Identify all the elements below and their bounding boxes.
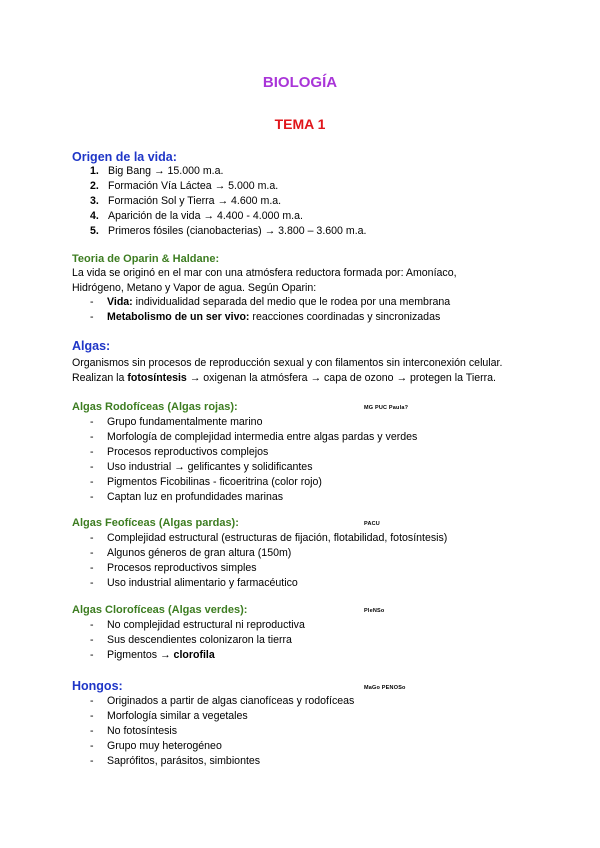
heading-cloroficeas: Algas Clorofíceas (Algas verdes): <box>72 604 248 616</box>
origen-list <box>90 164 367 239</box>
list-item: - Procesos reproductivos simples <box>90 562 257 574</box>
feoficeas-list <box>90 531 447 591</box>
margin-note: PleNSo <box>364 608 385 614</box>
paragraph-line: Realizan la fotosíntesis → oxigenan la atmósfera → capa de ozono → protegen la Tierra. <box>72 372 496 384</box>
paragraph-line: Organismos sin procesos de reproducción sexual y con filamentos sin interconexión celular. <box>72 357 503 369</box>
list-item: 4. Aparición de la vida → 4.400 - 4.000 m.a. <box>90 210 303 222</box>
list-item: - Uso industrial → gelificantes y solidificantes <box>90 461 313 473</box>
list-item: 3. Formación Sol y Tierra → 4.600 m.a. <box>90 195 282 207</box>
hongos-list <box>90 694 354 769</box>
list-item: - Vida: individualidad separada del medio que le rodea por una membrana <box>90 296 451 308</box>
list-item: - Complejidad estructural (estructuras de fijación, flotabilidad, fotosíntesis) <box>90 532 448 544</box>
margin-note: PACU <box>364 521 380 527</box>
list-item: - Uso industrial alimentario y farmacéutico <box>90 577 298 589</box>
heading-hongos: Hongos: <box>72 679 123 693</box>
cloroficeas-list <box>90 618 305 663</box>
list-item: - Captan luz en profundidades marinas <box>90 491 284 503</box>
list-item: - Algunos géneros de gran altura (150m) <box>90 547 292 559</box>
rodoficeas-list <box>90 415 417 505</box>
list-item: 2. Formación Vía Láctea → 5.000 m.a. <box>90 180 279 192</box>
list-item: - Grupo muy heterogéneo <box>90 740 222 752</box>
margin-note: MaGo PENOSo <box>364 685 406 691</box>
list-item: - Morfología de complejidad intermedia entre algas pardas y verdes <box>90 431 418 443</box>
list-item: - Pigmentos → clorofila <box>90 649 215 661</box>
list-item: - Sus descendientes colonizaron la tierra <box>90 634 292 646</box>
list-item: - Grupo fundamentalmente marino <box>90 416 263 428</box>
heading-feoficeas: Algas Feofíceas (Algas pardas): <box>72 517 239 529</box>
list-item: 1. Big Bang → 15.000 m.a. <box>90 165 224 177</box>
list-item: - Originados a partir de algas cianofíceas y rodofíceas <box>90 695 355 707</box>
list-item: - No fotosíntesis <box>90 725 178 737</box>
heading-origen: Origen de la vida: <box>72 150 177 164</box>
page-subtitle: TEMA 1 <box>274 116 326 132</box>
margin-note: MG PUC Paula? <box>364 405 409 411</box>
oparin-list <box>90 295 450 325</box>
page-title: BIOLOGÍA <box>262 74 338 91</box>
list-item: - Procesos reproductivos complejos <box>90 446 269 458</box>
list-item: - Saprófitos, parásitos, simbiontes <box>90 755 261 767</box>
heading-rodoficeas: Algas Rodofíceas (Algas rojas): <box>72 401 238 413</box>
heading-oparin: Teoria de Oparin & Haldane: <box>72 253 220 265</box>
list-item: - Pigmentos Ficobilinas - ficoeritrina (color rojo) <box>90 476 322 488</box>
paragraph-line: Hidrógeno, Metano y Vapor de agua. Según Oparin: <box>72 282 317 294</box>
list-item: 5. Primeros fósiles (cianobacterias) → 3.800 – 3.600 m.a. <box>90 225 367 237</box>
list-item: - Morfología similar a vegetales <box>90 710 248 722</box>
paragraph-line: La vida se originó en el mar con una atmósfera reductora formada por: Amoníaco, <box>72 267 457 279</box>
heading-algas: Algas: <box>72 339 111 353</box>
list-item: - Metabolismo de un ser vivo: reacciones coordinadas y sincronizadas <box>90 311 441 323</box>
list-item: - No complejidad estructural ni reproductiva <box>90 619 305 631</box>
